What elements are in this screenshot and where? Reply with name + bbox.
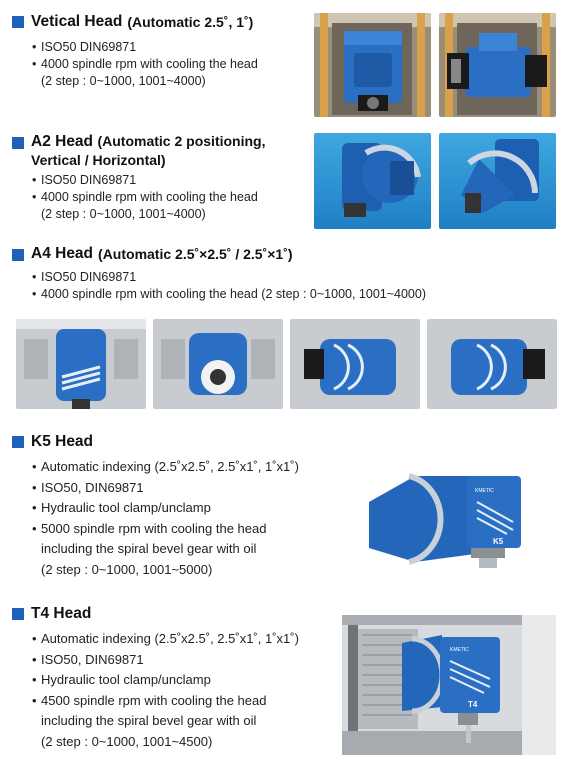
bullet-item: • Automatic indexing (2.5˚x2.5˚, 2.5˚x1˚, 1˚x1˚)	[32, 629, 342, 650]
bullet-continuation: (2 step : 0~1000, 1001~4000)	[41, 74, 206, 88]
bullet-item: • Hydraulic tool clamp/unclamp	[32, 670, 342, 691]
bullet-item: • 4000 spindle rpm with cooling the head	[32, 189, 312, 206]
a2-head-subtitle-line2: Vertical / Horizontal)	[31, 152, 166, 168]
bullet-continuation: including the spiral bevel gear with oil	[41, 713, 257, 728]
t4-product-label: T4	[468, 700, 478, 709]
a4-head-photo-3	[290, 319, 420, 409]
k5-product-label: K5	[493, 537, 504, 546]
square-bullet-icon	[12, 608, 24, 620]
a2-head-photo-2	[439, 133, 556, 229]
bullet-item: • ISO50 DIN69871	[32, 269, 562, 286]
a2-head-heading	[12, 133, 312, 168]
bullet-continuation: (2 step : 0~1000, 1001~4000)	[41, 207, 206, 221]
bullet-continuation: including the spiral bevel gear with oil	[41, 541, 257, 556]
k5-head-product-image	[355, 462, 545, 572]
vertical-head-heading	[12, 13, 302, 31]
bullet-item: • ISO50 DIN69871	[32, 172, 312, 189]
vertical-head-photo-1	[314, 13, 431, 117]
bullet-item: • 5000 spindle rpm with cooling the head	[32, 519, 342, 540]
square-bullet-icon	[12, 16, 24, 28]
bullet-item: • 4000 spindle rpm with cooling the head	[32, 56, 302, 73]
t4-head-heading	[12, 605, 342, 623]
section-k5-head	[12, 433, 342, 580]
bullet-continuation: (2 step : 0~1000, 1001~4500)	[41, 733, 213, 749]
bullet-item: • 4000 spindle rpm with cooling the head (2 step : 0~1000, 1001~4000)	[32, 286, 562, 303]
bullet-item: • 4500 spindle rpm with cooling the head	[32, 691, 342, 712]
a2-head-subtitle-line1: (Automatic 2 positioning,	[97, 133, 266, 149]
square-bullet-icon	[12, 436, 24, 448]
t4-head-title: T4 Head	[31, 605, 92, 622]
bullet-item: • ISO50, DIN69871	[32, 650, 342, 671]
bullet-item: • Hydraulic tool clamp/unclamp	[32, 498, 342, 519]
square-bullet-icon	[12, 249, 24, 261]
k5-head-heading	[12, 433, 342, 451]
k5-head-title: K5 Head	[31, 433, 94, 450]
a4-head-heading	[12, 245, 562, 263]
section-t4-head	[12, 605, 342, 752]
bullet-item: • ISO50, DIN69871	[32, 478, 342, 499]
a2-head-title: A2 Head	[31, 133, 94, 150]
section-vertical-head	[12, 13, 302, 90]
bullet-continuation: (2 step : 0~1000, 1001~5000)	[41, 561, 213, 577]
a4-head-photo-1	[16, 319, 146, 409]
square-bullet-icon	[12, 137, 24, 149]
a4-head-title: A4 Head	[31, 245, 94, 262]
bullet-item: • Automatic indexing (2.5˚x2.5˚, 2.5˚x1˚, 1˚x1˚)	[32, 457, 342, 478]
a4-head-subtitle: (Automatic 2.5˚×2.5˚ / 2.5˚×1˚)	[98, 246, 293, 262]
bullet-item: • ISO50 DIN69871	[32, 39, 302, 56]
a4-head-photo-2	[153, 319, 283, 409]
vertical-head-photo-2	[439, 13, 556, 117]
t4-brand-label: KMETIC	[450, 647, 469, 653]
section-a2-head	[12, 133, 312, 223]
a4-head-photo-4	[427, 319, 557, 409]
section-a4-head	[12, 245, 562, 303]
vertical-head-subtitle: (Automatic 2.5˚, 1˚)	[127, 14, 254, 30]
a2-head-photo-1	[314, 133, 431, 229]
vertical-head-title: Vetical Head	[31, 13, 123, 30]
t4-head-product-image	[342, 615, 556, 755]
k5-brand-label: KMETIC	[475, 488, 494, 494]
